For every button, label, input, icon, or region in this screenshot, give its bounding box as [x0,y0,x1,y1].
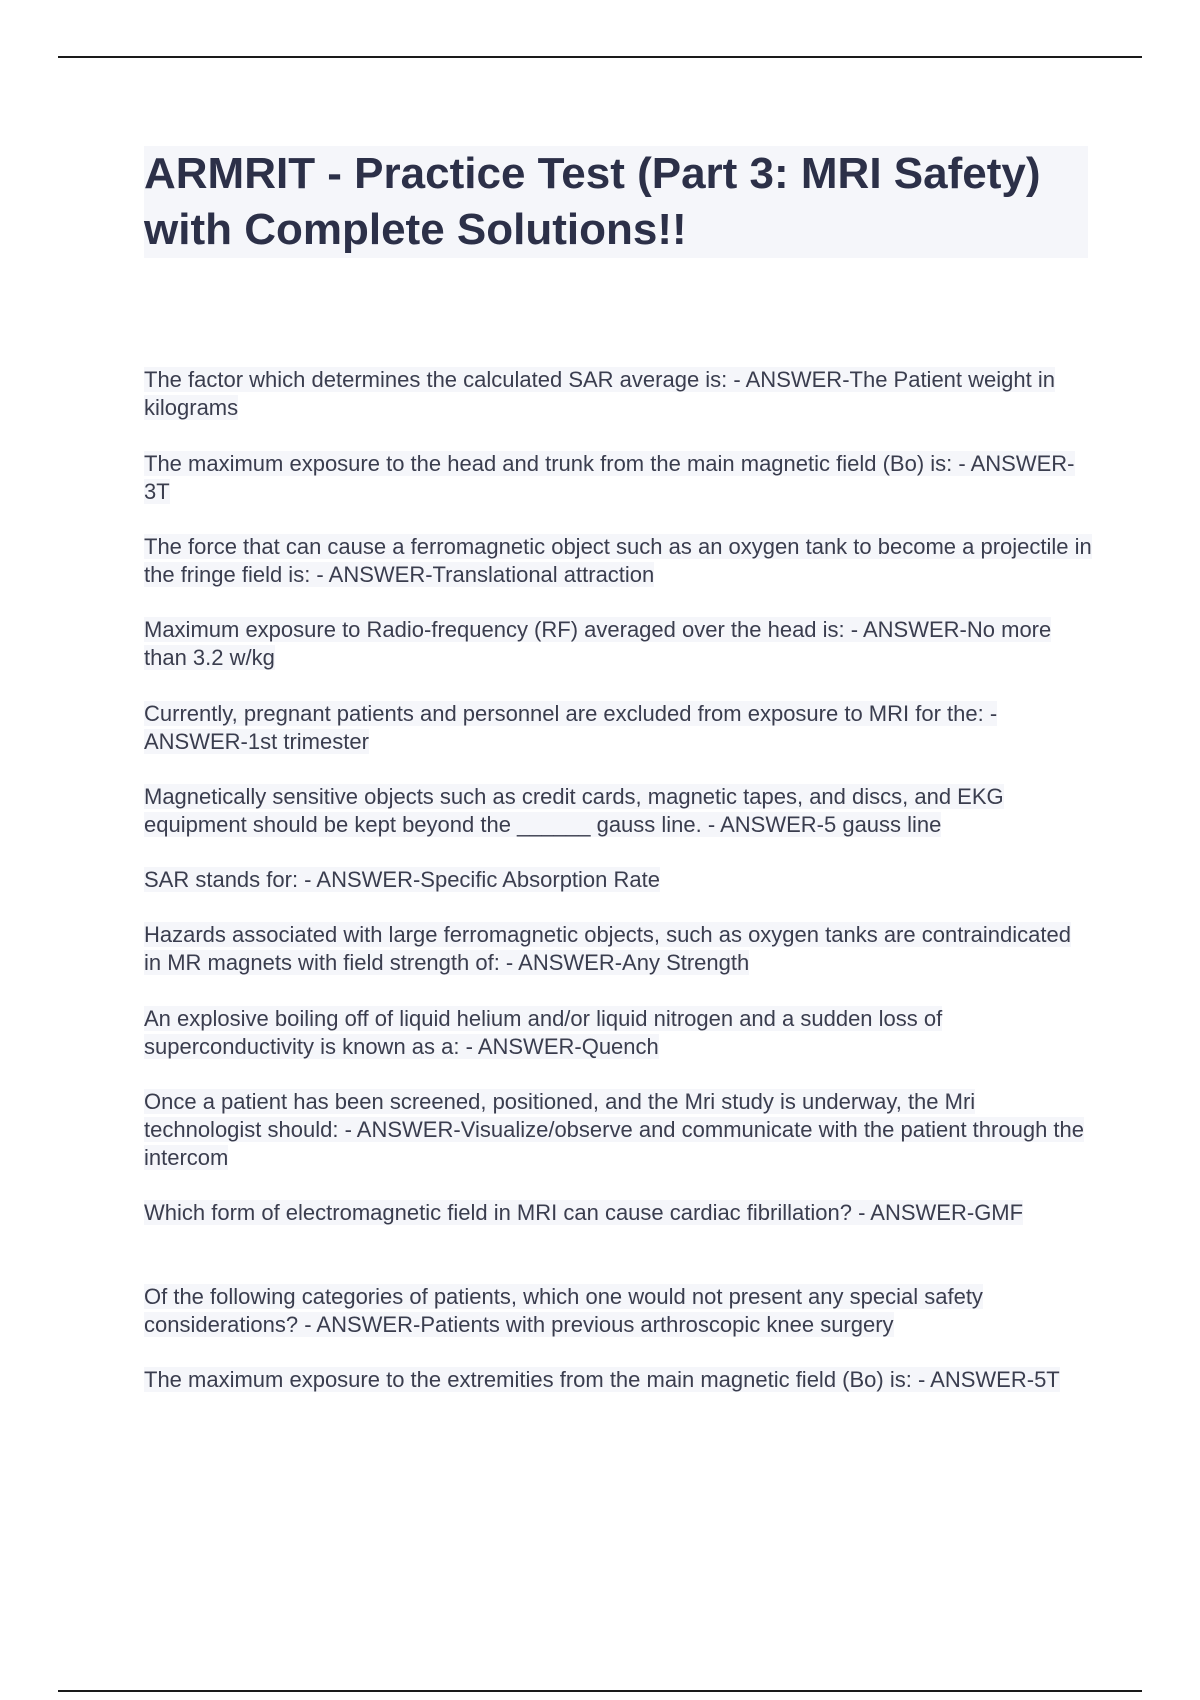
qa-text: The maximum exposure to the head and trunk from the main magnetic field (Bo) is: - ANSWER-3T [144,451,1075,504]
qa-item [144,450,1094,506]
footer-rule [58,1690,1142,1692]
qa-text: Once a patient has been screened, positioned, and the Mri study is underway, the Mri technologist should: - ANSWER-Visualize/observe and communicate with the patient through the intercom [144,1089,1084,1170]
qa-item [144,1005,1094,1061]
qa-item [144,533,1094,589]
header-rule [58,56,1142,58]
qa-item [144,1283,1094,1339]
qa-text: The maximum exposure to the extremities from the main magnetic field (Bo) is: - ANSWER-5T [144,1367,1060,1392]
qa-item [144,921,1094,977]
qa-text: The force that can cause a ferromagnetic object such as an oxygen tank to become a projectile in the fringe field is: - ANSWER-Translational attraction [144,534,1092,587]
qa-text: Currently, pregnant patients and personnel are excluded from exposure to MRI for the: - ANSWER-1st trimester [144,701,998,754]
qa-text: Which form of electromagnetic field in MRI can cause cardiac fibrillation? - ANSWER-GMF [144,1200,1024,1225]
qa-text: Of the following categories of patients, which one would not present any special safety considerations? - ANSWER-Patients with previous arthroscopic knee surgery [144,1284,983,1337]
qa-item [144,1199,1094,1227]
qa-item [144,1366,1094,1394]
qa-item [144,700,1094,756]
qa-text: SAR stands for: - ANSWER-Specific Absorption Rate [144,867,660,892]
qa-text: An explosive boiling off of liquid helium and/or liquid nitrogen and a sudden loss of superconductivity is known as a: - ANSWER-Quench [144,1006,943,1059]
qa-text: The factor which determines the calculated SAR average is: - ANSWER-The Patient weight in kilograms [144,367,1055,420]
qa-text: Hazards associated with large ferromagnetic objects, such as oxygen tanks are contraindicated in MR magnets with field strength of: - ANSWER-Any Strength [144,922,1071,975]
title-block [144,146,1088,258]
qa-text: Magnetically sensitive objects such as credit cards, magnetic tapes, and discs, and EKG equipment should be kept beyond the ______ gauss line. - ANSWER-5 gauss line [144,784,1004,837]
qa-item [144,866,1094,894]
qa-item [144,783,1094,839]
qa-item [144,616,1094,672]
qa-text: Maximum exposure to Radio-frequency (RF) averaged over the head is: - ANSWER-No more than 3.2 w/kg [144,617,1052,670]
qa-item [144,366,1094,422]
document-title: ARMRIT - Practice Test (Part 3: MRI Safety) with Complete Solutions!! [144,149,1041,254]
qa-item [144,1088,1094,1172]
